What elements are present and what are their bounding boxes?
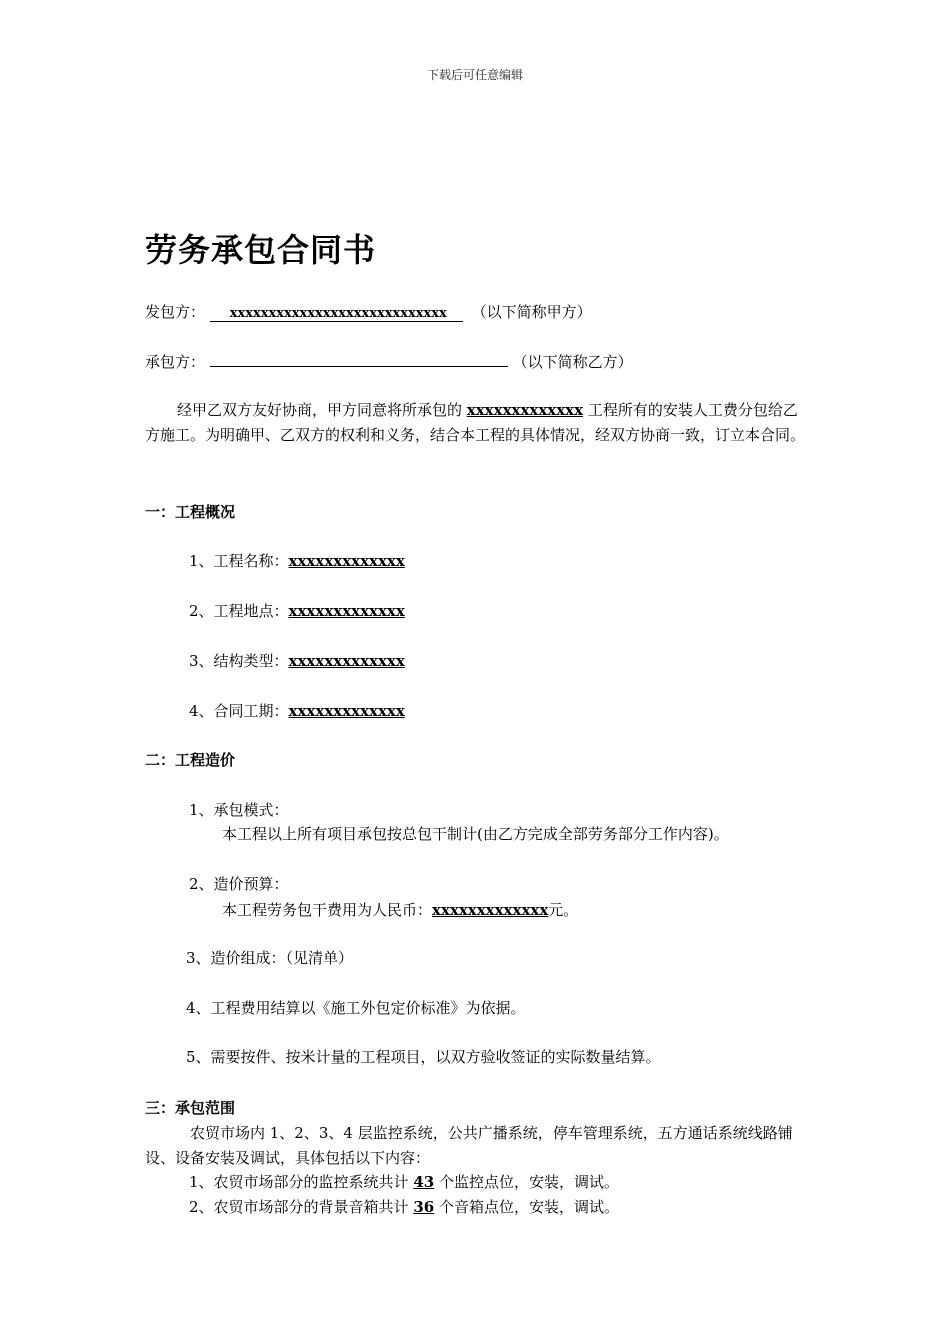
contract-mode-text: 本工程以上所有项目承包按总包干制计(由乙方完成全部劳务部分工作内容)。 (222, 825, 729, 843)
scope-item-2-suffix: 个音箱点位，安装，调试。 (438, 1198, 619, 1216)
party-b-value (210, 352, 508, 367)
document-title: 劳务承包合同书 (145, 231, 377, 269)
budget-suffix: 元。 (548, 901, 579, 919)
scope-paragraph: 农贸市场内 1、2、3、4 层监控系统，公共广播系统，停车管理系统，五方通话系统线路铺设、设备安装及调试，具体包括以下内容： (145, 1124, 793, 1167)
monitor-count: 43 (413, 1173, 435, 1191)
project-location-item (189, 600, 405, 621)
item-label: 2、工程地点： (189, 602, 289, 620)
scope-item-2-prefix: 2、农贸市场部分的背景音箱共计 (189, 1198, 409, 1216)
section-3-heading: 三：承包范围 (145, 1099, 236, 1117)
item-value: xxxxxxxxxxxxx (288, 602, 405, 620)
party-b-line (145, 351, 633, 372)
speaker-count: 36 (413, 1198, 435, 1216)
party-a-line (145, 301, 592, 322)
party-b-label: 承包方： (145, 353, 206, 371)
budget-prefix: 本工程劳务包干费用为人民币： (222, 901, 433, 919)
scope-item-1-suffix: 个监控点位，安装，调试。 (438, 1173, 619, 1191)
party-a-value: xxxxxxxxxxxxxxxxxxxxxxxxxxxx (210, 306, 463, 322)
header-note: 下载后可任意编辑 (426, 68, 523, 82)
party-a-label: 发包方： (145, 303, 206, 321)
intro-text-1: 经甲乙双方友好协商，甲方同意将所承包的 (177, 401, 463, 419)
party-a-suffix: （以下简称甲方） (471, 303, 592, 321)
intro-project-name: xxxxxxxxxxxxx (466, 401, 584, 419)
intro-paragraph (145, 398, 810, 448)
section-1-heading: 一：工程概况 (145, 503, 236, 521)
measurement-item: 5、需要按件、按米计量的工程项目，以双方验收签证的实际数量结算。 (186, 1048, 661, 1066)
project-name-item (189, 550, 405, 571)
budget-label: 2、造价预算： (189, 875, 289, 893)
structure-type-item (189, 650, 405, 671)
cost-composition-item: 3、造价组成：（见清单） (186, 949, 354, 967)
settlement-basis-item: 4、工程费用结算以《施工外包定价标准》为依据。 (186, 999, 526, 1017)
scope-item-2 (189, 1196, 619, 1217)
item-value: xxxxxxxxxxxxx (288, 702, 405, 720)
scope-item-1-prefix: 1、农贸市场部分的监控系统共计 (189, 1173, 409, 1191)
item-label: 4、合同工期： (189, 702, 289, 720)
budget-line (222, 899, 578, 920)
item-label: 1、工程名称： (189, 552, 289, 570)
contract-period-item (189, 700, 405, 721)
party-b-suffix: （以下简称乙方） (512, 353, 633, 371)
item-value: xxxxxxxxxxxxx (288, 652, 405, 670)
scope-item-1 (189, 1171, 619, 1192)
item-value: xxxxxxxxxxxxx (288, 552, 405, 570)
item-label: 3、结构类型： (189, 652, 289, 670)
contract-mode-label: 1、承包模式： (189, 801, 289, 819)
intro-text-2: 工程所有的安装人工费分包给乙方施工。为明确甲、乙双方的权利和义务，结合本工程的具体情况，经双方协商一致，订立本合同。 (145, 401, 806, 444)
section-2-heading: 二：工程造价 (145, 751, 236, 769)
budget-value: xxxxxxxxxxxxx (432, 901, 549, 919)
